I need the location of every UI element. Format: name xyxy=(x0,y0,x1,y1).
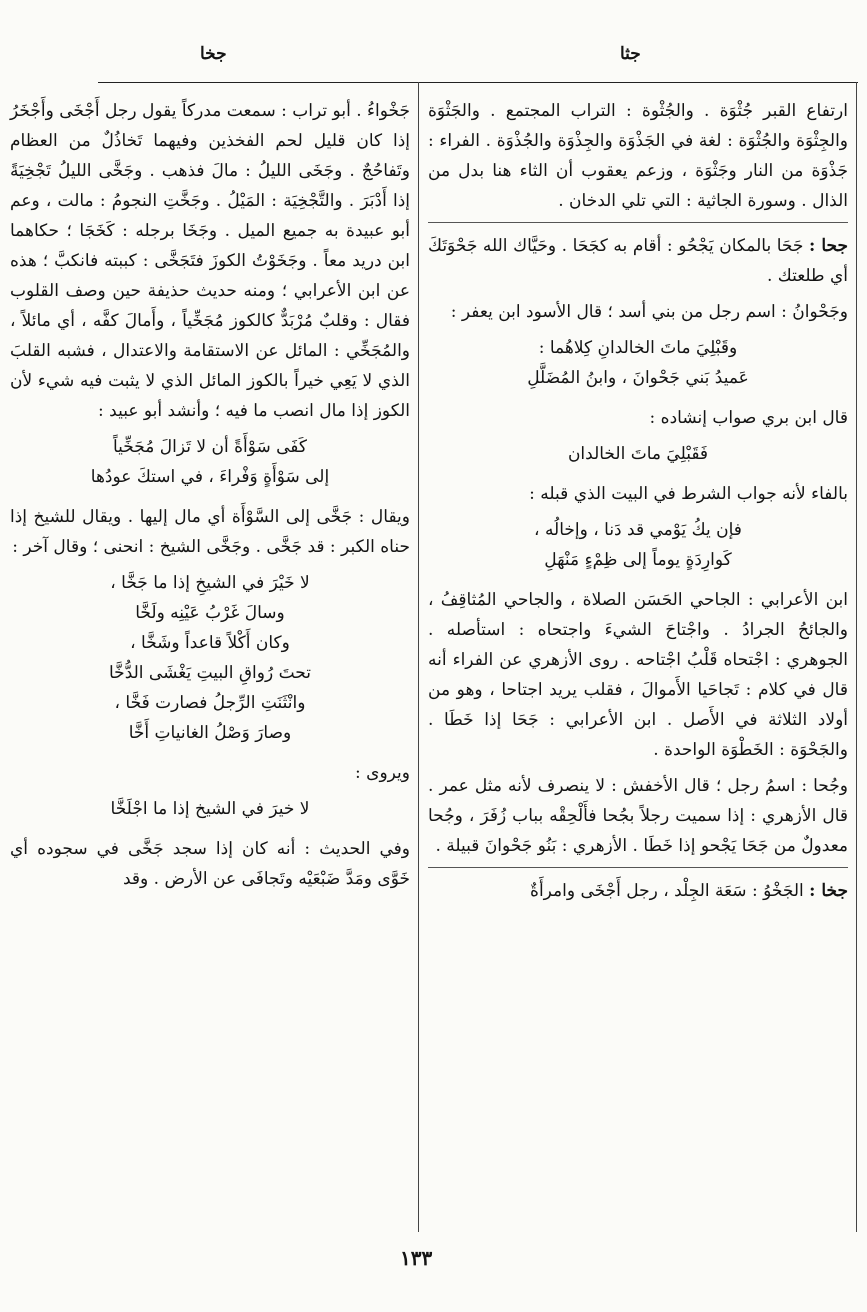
paragraph-ibn-arabi: ابن الأعرابي : الجاحي الحَسَن الصلاة ، والجاحي المُثاقِفُ ، والجائحُ الجرادُ . واجْتاحَ الشيءَ واجتحاه : استأصله . الجوهري : اجْتحاه قَلْبُ اجْتاحه . روى الأزهري عن الفراء أنه قال في كلام : تَجاحَيا الأَموالَ ، فقلب يريد اجتاحا ، وهو من أولاد الثلاثة في الأَصل . ابن الأعرابي : جَحَا إذا خَطَا . والجَحْوَة : الخَطْوَة الواحدة . xyxy=(428,590,848,760)
verse-line: وصارَ وَصْلُ الغانياتِ أَخَّا xyxy=(128,723,292,743)
entry-continuation-jatha: ارتفاع القبر جُثْوَة . والجُثْوة : التراب المجتمع . والجَثْوَة والجِثْوَة والجُثْوَة : لغة في الجَذْوَة والجِذْوَة والجُذْوَة . الفراء : جَذْوَة من النار وجَثْوَة ، وزعم يعقوب أن الثاء هنا بدل من الذال . وسورة الجاثية : التي تلي الدخان . xyxy=(428,101,848,211)
entry-separator xyxy=(428,222,848,223)
paragraph-jahwan: وجَحْوانُ : اسم رجل من بني أسد ؛ قال الأسود ابن يعفر : xyxy=(450,302,848,322)
entry-continuation-jakha: جَخْواءُ . أبو تراب : سمعت مدركاً يقول رجل أَجْخَى وأَجْخَرُ إذا كان قليل لحم الفخذين وفيهما تَخاذُلٌ من العظام وتَفاحُجٌ . وجَخَى الليلُ : مالَ فذهب . وجَخَّى الليلُ تَجْخِيَةً إذا أَدْبَرَ . والتَّجْخِيَة : المَيْلُ . وجَخَّتِ النجومُ : مالت ، وعم أبو عبيدة به جميع الميل . وجَخَا برجله : كَخَجَا ؛ حكاهما ابن دريد معاً . وجَخَوْتُ الكوزَ فتَجَخَّى : كببته فانكبَّ ؛ هذه عن ابن الأعرابي ؛ ومنه حديث حذيفة حين وصف القلوب فقال : وقلبٌ مُرْبَدٌّ كالكوز مُجَخِّياً ، وأَمالَ كفَّه ، أي مائلاً ، والمُجَخِّي : المائل عن الاستقامة والاعتدال ، فشبه القلبَ الذي لا يَعِي خيراً بالكوز المائل الذي لا يثبت فيه شيء لأن الكوز إذا مال انصب ما فيه ؛ وأنشد أبو عبيد : xyxy=(10,101,410,421)
verse-block-5 xyxy=(10,568,410,748)
verse-block-1 xyxy=(428,333,848,393)
running-header-right: جثا xyxy=(620,44,641,64)
verse-block-3 xyxy=(428,515,848,575)
right-margin-rule xyxy=(856,82,857,1232)
verse-line: فإن يكُ يَوْمي قد دَنا ، وإخالُه ، xyxy=(534,520,742,540)
entry-headword-jaha: جحا : xyxy=(808,236,848,256)
entry-jakha-text: الجَخْوُ : سَعَة الجِلْد ، رجل أَجْخَى وامرأَةٌ xyxy=(530,881,804,901)
verse-line: تحتَ رُواقِ البيتِ يَغْشَى الدُّخَّا xyxy=(109,663,311,683)
verse-line: لا خَيْرَ في الشيخِ إذا ما جَخَّا ، xyxy=(110,573,310,593)
entry-jaha-text: جَحَا بالمكان يَجْحُو : أقام به كجَحَا . وحَيَّاك الله جَحْوَتَكَ أي طلعتك . xyxy=(428,236,848,286)
verse-line: كَفَى سَوْأَةً أن لا تَزالَ مُجَخِّياً xyxy=(113,437,307,457)
entry-jakha xyxy=(428,876,848,906)
verse-line: فَقَبْلِيَ ماتَ الخالدان xyxy=(567,444,709,464)
paragraph-sheikh: ويقال : جَخَّى إلى السَّوْأَة أي مال إليها . ويقال للشيخ إذا حناه الكبر : قد جَخَّى . وجَخَّى الشيخ : انحنى ؛ وقال آخر : xyxy=(10,507,410,557)
verse-line: وكان أَكْلاً قاعداً وشَخَّا ، xyxy=(130,633,290,653)
entry-jaha xyxy=(428,231,848,291)
verse-block-6 xyxy=(10,794,410,824)
right-column xyxy=(428,96,848,912)
verse-block-2 xyxy=(428,439,848,469)
verse-line: وقَبْلِيَ ماتَ الخالدانِ كِلاهُما : xyxy=(538,338,738,358)
verse-line: وانْثَنَتِ الرِّجلُ فصارت فَخَّا ، xyxy=(114,693,306,713)
verse-line: كَوارِدَةٍ يوماً إلى ظِمْءٍ مَنْهَلِ xyxy=(544,550,732,570)
verse-line: عَميدُ بَني جَحْوانَ ، وابنُ المُضَلَّلِ xyxy=(527,368,749,388)
paragraph-hadith: وفي الحديث : أنه كان إذا سجد جَخَّى في سجوده أي خَوَّى ومَدَّ ضَبْعَيْه وتَجافَى عن الأرض . وقد xyxy=(10,839,410,889)
page-number: ١٣٣ xyxy=(400,1246,433,1270)
entry-headword-jakha: جخا : xyxy=(809,881,848,901)
header-rule xyxy=(98,82,858,83)
paragraph-yurwa: ويروى : xyxy=(355,763,410,783)
verse-line: إلى سَوْأَةٍ وَفْراءَ ، في استكَ عودُها xyxy=(90,467,330,487)
running-header-left: جخا xyxy=(200,44,227,64)
verse-line: وسالَ غَرْبُ عَيْنِه ولَخَّا xyxy=(135,603,285,623)
paragraph-condition: بالفاء لأنه جواب الشرط في البيت الذي قبله : xyxy=(529,484,848,504)
verse-line: لا خيرَ في الشيخ إذا ما اجْلَخَّا xyxy=(110,799,310,819)
verse-block-4 xyxy=(10,432,410,492)
paragraph-juha: وجُحا : اسمُ رجل ؛ قال الأخفش : لا ينصرف لأنه مثل عمر . قال الأزهري : إذا سميت رجلاً بجُحا فأَلْحِقْه بباب زُفَرَ ، وجُحا معدولٌ من جَحَا يَجْحو إذا خَطَا . الأزهري : بَنُو جَحْوانَ قبيلة . xyxy=(428,776,848,856)
entry-separator xyxy=(428,867,848,868)
left-column xyxy=(10,96,410,900)
paragraph-ibn-barri: قال ابن بري صواب إنشاده : xyxy=(649,408,848,428)
column-divider xyxy=(418,82,419,1232)
